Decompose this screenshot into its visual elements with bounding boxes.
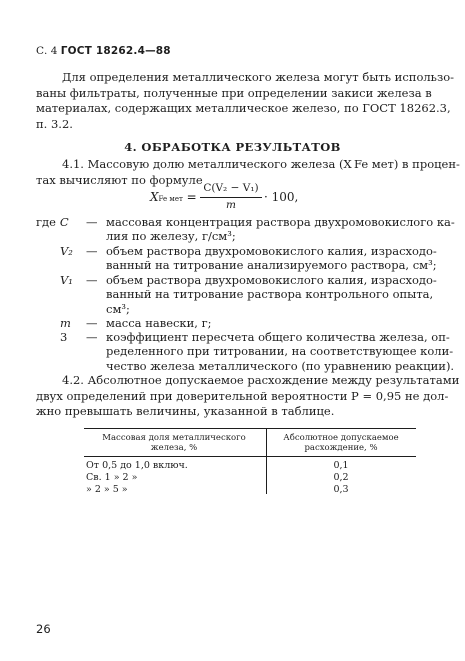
term-symbol: C (59, 215, 69, 229)
page-header (36, 45, 171, 57)
term-symbol: V₁ (60, 273, 73, 287)
term-v2: V₂ — объем раствора двухромовокислого калия, израсходо- ванный на титрование анализируемого раствора, см³; (60, 244, 437, 273)
term-symbol: V₂ (60, 244, 73, 258)
page-number: 26 (36, 622, 51, 636)
intro-line-2: ваны фильтраты, полученные при определении закиси железа в (36, 85, 432, 100)
standard-number: ГОСТ 18262.4—88 (60, 45, 171, 57)
table-cell-value: 0,3 (333, 484, 349, 495)
formula-numerator: C(V₂ − V₁) (203, 182, 259, 194)
table-cell-value: 0,2 (333, 472, 349, 483)
p42-line-2: двух определений при доверительной вероятности P = 0,95 не дол- (36, 388, 449, 403)
p41-line-1: 4.1. Массовую долю металлического железа (X Fe мет) в процен- (62, 157, 460, 171)
table-header-rule (84, 456, 416, 457)
term-symbol: m (60, 316, 71, 330)
table-cell-range: » 2 » 5 » (86, 484, 128, 495)
page-prefix: С. 4 (36, 45, 58, 57)
p41-line-2: тах вычисляют по формуле (36, 172, 203, 187)
intro-line-3: материалах, содержащих металлическое железо, по ГОСТ 18262.3, (36, 101, 451, 115)
table-row (84, 472, 416, 484)
fraction-bar (200, 197, 262, 198)
formula (150, 178, 330, 218)
term-3: 3 — коэффициент пересчета общего количества железа, оп- ределенного при титровании, на соответствующее коли- чество железа металлического (по уравнению реакции). (60, 330, 455, 373)
formula-multiplier: · 100, (264, 190, 299, 204)
table-header-tolerance: Абсолютное допускаемое расхождение, % (283, 433, 399, 453)
intro-line-4: п. 3.2. (36, 116, 73, 131)
table-row (84, 460, 416, 472)
table-cell-value: 0,1 (333, 460, 349, 471)
table-header-divider (266, 428, 267, 456)
formula-lhs: XFe мет = (150, 190, 197, 204)
term-m: m — масса навески, г; (60, 316, 212, 330)
term-v1: V₁ — объем раствора двухромовокислого калия, израсходо- ванный на титрование раствора контрольного опыта, см³; (60, 273, 437, 316)
table-cell-range: Св. 1 » 2 » (86, 472, 138, 483)
p42-line-3: жно превышать величины, указанной в таблице. (36, 404, 335, 418)
table-header-range: Массовая доля металлического железа, % (102, 433, 246, 453)
formula-denominator: m (226, 199, 236, 211)
where-lead: где (36, 215, 56, 229)
section-title: 4. ОБРАБОТКА РЕЗУЛЬТАТОВ (124, 140, 341, 154)
table-top-rule (84, 428, 416, 429)
table-cell-range: От 0,5 до 1,0 включ. (86, 460, 188, 471)
term-c: где C — массовая концентрация раствора двухромовокислого ка- лия по железу, г/см³; (36, 215, 455, 244)
term-symbol: 3 (60, 330, 68, 344)
table-row (84, 484, 416, 496)
intro-line-1: Для определения металлического железа могут быть использо- (62, 70, 455, 84)
p42-line-1: 4.2. Абсолютное допускаемое расхождение между результатами (62, 373, 460, 387)
